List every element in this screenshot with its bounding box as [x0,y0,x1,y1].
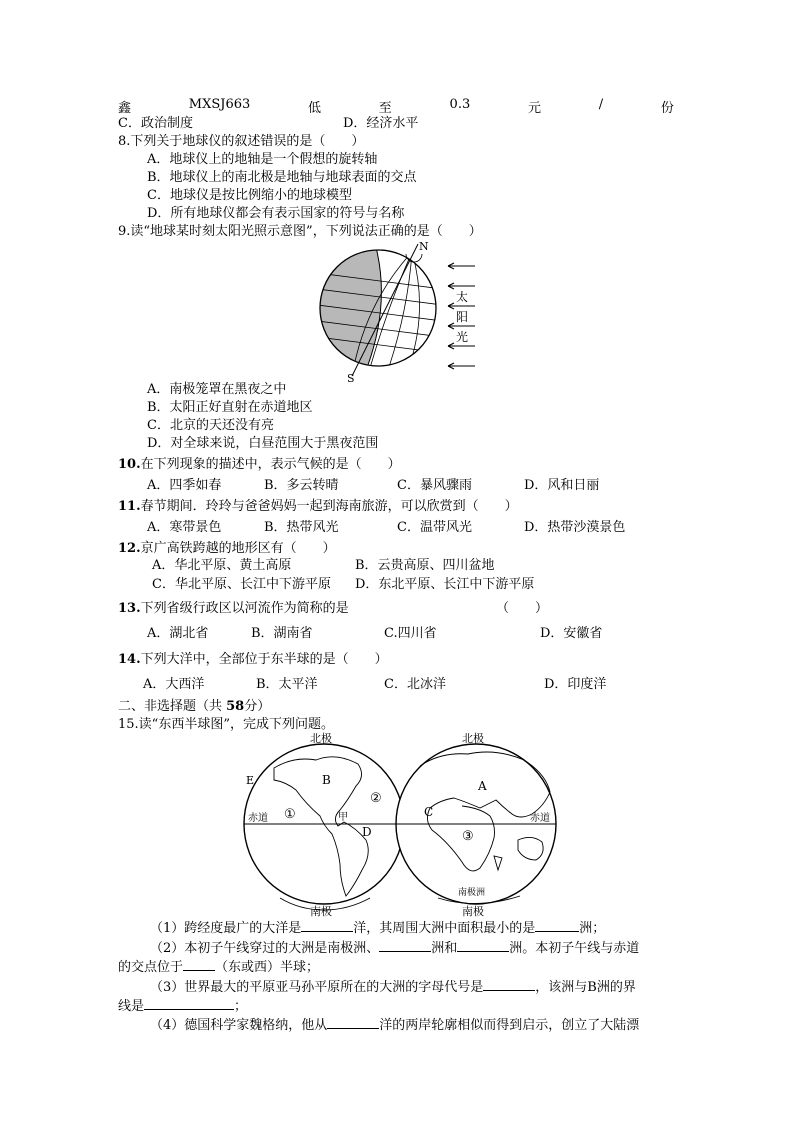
west-equator-label: 赤道 [248,813,268,824]
q15-part-2: （2）本初子午线穿过的大洲是南极洲、 洲和 洲。本初子午线与赤道 [150,938,639,957]
header-token: 至 [378,101,392,116]
east-equator-label: 赤道 [530,813,550,824]
q14-option-b: B．太平洋 [256,677,318,692]
q15-part-1: （1）跨经度最广的大洋是 洋，其周围大洲中面积最小的是 洲； [150,918,605,937]
q11-option-a: A．寒带景色 [147,520,222,535]
q10-option-a: A．四季如春 [147,478,222,493]
q11-stem: 11.春节期间．玲玲与爸爸妈妈一起到海南旅游，可以欣赏到（ ） [118,499,518,514]
header-token: 低 [308,101,322,116]
sun-label-2: 阳 [456,310,469,324]
header-token: 元 [527,101,541,116]
label-c: C [424,805,434,819]
q12-option-c: C．华北平原、长江中下游平原 [152,577,331,592]
q9-stem: 9.读“地球某时刻太阳光照示意图”，下列说法正确的是（ ） [118,224,482,239]
q15-part-4: （4）德国科学家魏格纳，他从 洋的两岸轮廓相似而得到启示，创立了大陆漂 [150,1015,639,1034]
q8-stem: 8.下列关于地球仪的叙述错误的是（ ） [118,134,365,149]
q13-option-d: D．安徽省 [540,626,603,641]
q8-option-d: D．所有地球仪都会有表示国家的符号与名称 [147,206,405,221]
q9-option-d: D．对全球来说，白昼范围大于黑夜范围 [147,436,379,451]
q13-option-b: B．湖南省 [251,626,313,641]
label-a: A [478,779,487,793]
west-north-label: 北极 [310,732,332,745]
q15-part-3-cont: 线是 ； [118,996,247,1015]
header-token: 份 [660,101,674,116]
q10-stem: 10.在下列现象的描述中，表示气候的是（ ） [118,457,401,472]
label-e: E [246,774,255,787]
label-circle-2: ② [370,791,382,806]
q7-option-c: C．政治制度 [118,116,193,131]
q15-part-3: （3）世界最大的平原亚马孙平原所在的大洲的字母代号是 ，该洲与B洲的界 [150,977,636,996]
east-south-label: 南极 [462,905,484,918]
q15-part-2-cont: 的交点位于 （东或西）半球； [118,957,319,976]
q14-stem: 14.下列大洋中，全部位于东半球的是（ ） [118,652,388,667]
header-token: / [598,97,604,112]
q10-option-b: B．多云转晴 [264,478,339,493]
sunlight-diagram [310,240,490,385]
q14-option-d: D．印度洋 [544,677,607,692]
section-title: 二、非选择题（共 58分） [118,699,271,714]
q7-option-d: D．经济水平 [343,116,419,131]
q12-stem: 12.京广高铁跨越的地形区有（ ） [118,541,336,556]
q13-stem: 13.下列省级行政区以河流作为简称的是 [118,601,349,616]
q14-option-a: A．大西洋 [143,677,205,692]
q10-option-d: D．风和日丽 [524,478,600,493]
q8-option-a: A．地球仪上的地轴是一个假想的旋转轴 [147,152,378,167]
header-token: MXSJ663 [188,97,251,112]
q8-option-c: C．地球仪是按比例缩小的地球模型 [147,188,352,203]
q13-option-a: A．湖北省 [147,626,209,641]
south-label: S [347,372,355,385]
label-b: B [322,773,331,787]
header-line [118,97,674,116]
q13-option-c: C.四川省 [384,626,437,641]
label-circle-3: ③ [462,829,474,844]
header-token: 0.3 [449,97,471,112]
header-token: 鑫 [118,101,132,116]
q9-option-a: A．南极笼罩在黑夜之中 [147,382,287,397]
q15-stem: 15.读“东西半球图”，完成下列问题。 [118,717,334,732]
q11-option-c: C．温带风光 [397,520,472,535]
q9-option-c: C．北京的天还没有亮 [147,418,274,433]
sun-label-1: 太 [456,290,469,304]
label-jia: 甲 [338,812,348,823]
q12-option-a: A．华北平原、黄土高原 [152,558,292,573]
q11-option-d: D．热带沙漠景色 [524,520,626,535]
antarctica-label: 南极洲 [458,888,486,898]
north-label: N [419,240,429,253]
q8-option-b: B．地球仪上的南北极是地轴与地球表面的交点 [147,170,417,185]
q12-option-b: B．云贵高原、四川盆地 [355,558,495,573]
hemisphere-map [240,730,560,920]
q14-option-c: C．北冰洋 [384,677,446,692]
q9-option-b: B．太阳正好直射在赤道地区 [147,400,313,415]
q11-option-b: B．热带风光 [264,520,339,535]
east-north-label: 北极 [462,732,484,745]
label-circle-1: ① [284,807,296,822]
q10-option-c: C．暴风骤雨 [397,478,472,493]
west-south-label: 南极 [310,905,332,918]
q13-paren: （ ） [496,601,549,616]
label-d: D [362,825,372,839]
sun-label-3: 光 [456,330,469,344]
q12-option-d: D．东北平原、长江中下游平原 [355,577,535,592]
